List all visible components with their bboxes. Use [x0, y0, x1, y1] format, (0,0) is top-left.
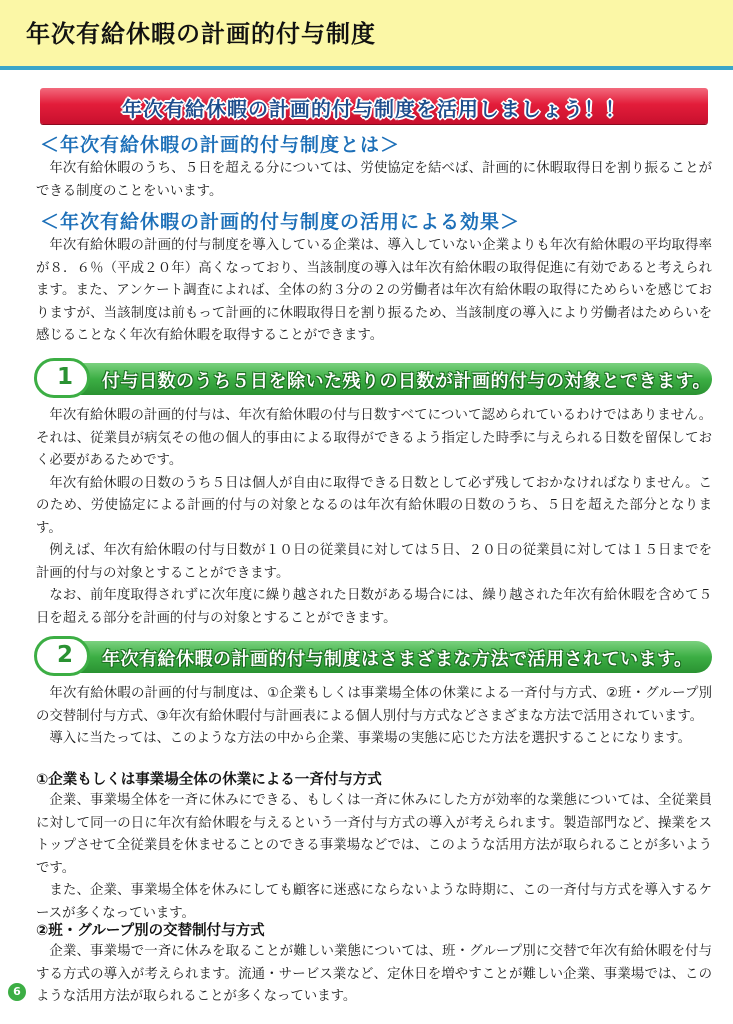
section-1-body — [36, 405, 712, 630]
subsection-heading-1: ①企業もしくは事業場全体の休業による一斉付与方式 — [36, 772, 382, 788]
intro-heading-definition: ＜年次有給休暇の計画的付与制度とは＞ — [40, 134, 401, 156]
banner-text: 年次有給休暇の計画的付与制度を活用しましょう！！ — [122, 97, 626, 121]
section-number-badge — [34, 636, 90, 676]
intro-paragraph-effect — [36, 235, 712, 348]
paragraph: 年次有給休暇の計画的付与制度は、①企業もしくは事業場全体の休業による一斉付与方式、②班・グループ別の交替制付与方式、③年次有給休暇付与計画表による個人別付与方式などさまざまな方法で活用されています。 — [36, 686, 712, 724]
section-number-badge — [34, 358, 90, 398]
paragraph: 導入に当たっては、このような方法の中から企業、事業場の実態に応じた方法を選択することになります。 — [49, 731, 692, 746]
section-number: 2 — [56, 642, 73, 668]
intro-heading-effect: ＜年次有給休暇の計画的付与制度の活用による効果＞ — [40, 211, 521, 233]
subsection-1-body — [36, 790, 712, 925]
paragraph: 企業、事業場で一斉に休みを取ることが難しい業態については、班・グループ別に交替で年次有給休暇を付与する方式の導入が考えられます。流通・サービス業など、定休日を増やすことが難しい企業、事業場では、このような活用方法が取られることが多くなっています。 — [36, 944, 712, 1004]
section-title: 付与日数のうち５日を除いた残りの日数が計画的付与の対象とできます。 — [102, 371, 712, 392]
paragraph: 企業、事業場全体を一斉に休みにできる、もしくは一斉に休みにした方が効率的な業態については、全従業員に対して同一の日に年次有給休暇を与えるという一斉付与方式の導入が考えられます。製造部門など、操業をストップさせて全従業員を休ませることのできる事業場などでは、このような活用方法が取られることが多いようです。 — [36, 793, 712, 876]
title-underline — [0, 66, 733, 70]
paragraph: なお、前年度取得されずに次年度に繰り越された日数がある場合には、繰り越された年次有給休暇を含めて５日を超える部分を計画的付与の対象とすることができます。 — [36, 588, 712, 626]
page-title: 年次有給休暇の計画的付与制度 — [26, 20, 376, 48]
paragraph: 年次有給休暇の計画的付与制度を導入している企業は、導入していない企業よりも年次有給休暇の平均取得率が８．６％（平成２０年）高くなっており、当該制度の導入は年次有給休暇の取得促進に有効であると考えられます。また、アンケート調査によれば、全体の約３分の２の労働者は年次有給休暇の取得にためらいを感じておりますが、当該制度は前もって計画的に休暇取得日を割り振るため、当該制度の導入により労働者はためらいを感じることなく年次有給休暇を取得することができます。 — [36, 238, 712, 343]
paragraph: 例えば、年次有給休暇の付与日数が１０日の従業員に対しては５日、２０日の従業員に対しては１５日までを計画的付与の対象とすることができます。 — [36, 543, 712, 581]
intro-paragraph-definition — [36, 158, 712, 203]
section-1-header — [34, 358, 714, 398]
section-number: 1 — [56, 364, 73, 390]
paragraph: 年次有給休暇の日数のうち５日は個人が自由に取得できる日数として必ず残しておかなければなりません。このため、労使協定による計画的付与の対象となるのは年次有給休暇の日数のうち、５日を超えた部分となります。 — [36, 475, 712, 536]
paragraph: 年次有給休暇のうち、５日を超える分については、労使協定を結べば、計画的に休暇取得日を割り振ることができる制度のことをいいます。 — [36, 161, 712, 199]
subsection-heading-2: ②班・グループ別の交替制付与方式 — [36, 923, 265, 939]
subsection-2-body — [36, 941, 712, 1009]
section-title: 年次有給休暇の計画的付与制度はさまざまな方法で活用されています。 — [102, 649, 693, 670]
page-number: 6 — [8, 983, 26, 1001]
main-banner — [40, 88, 708, 124]
section-2-header — [34, 636, 714, 676]
paragraph: 年次有給休暇の計画的付与は、年次有給休暇の付与日数すべてについて認められているわけではありません。それは、従業員が病気その他の個人的事由による取得ができるよう指定した時季に与えられる日数を留保しておく必要があるためです。 — [36, 408, 712, 468]
section-2-body — [36, 683, 712, 751]
paragraph: また、企業、事業場全体を休みにしても顧客に迷惑にならないような時期に、この一斉付与方式を導入するケースが多くなっています。 — [36, 883, 712, 921]
